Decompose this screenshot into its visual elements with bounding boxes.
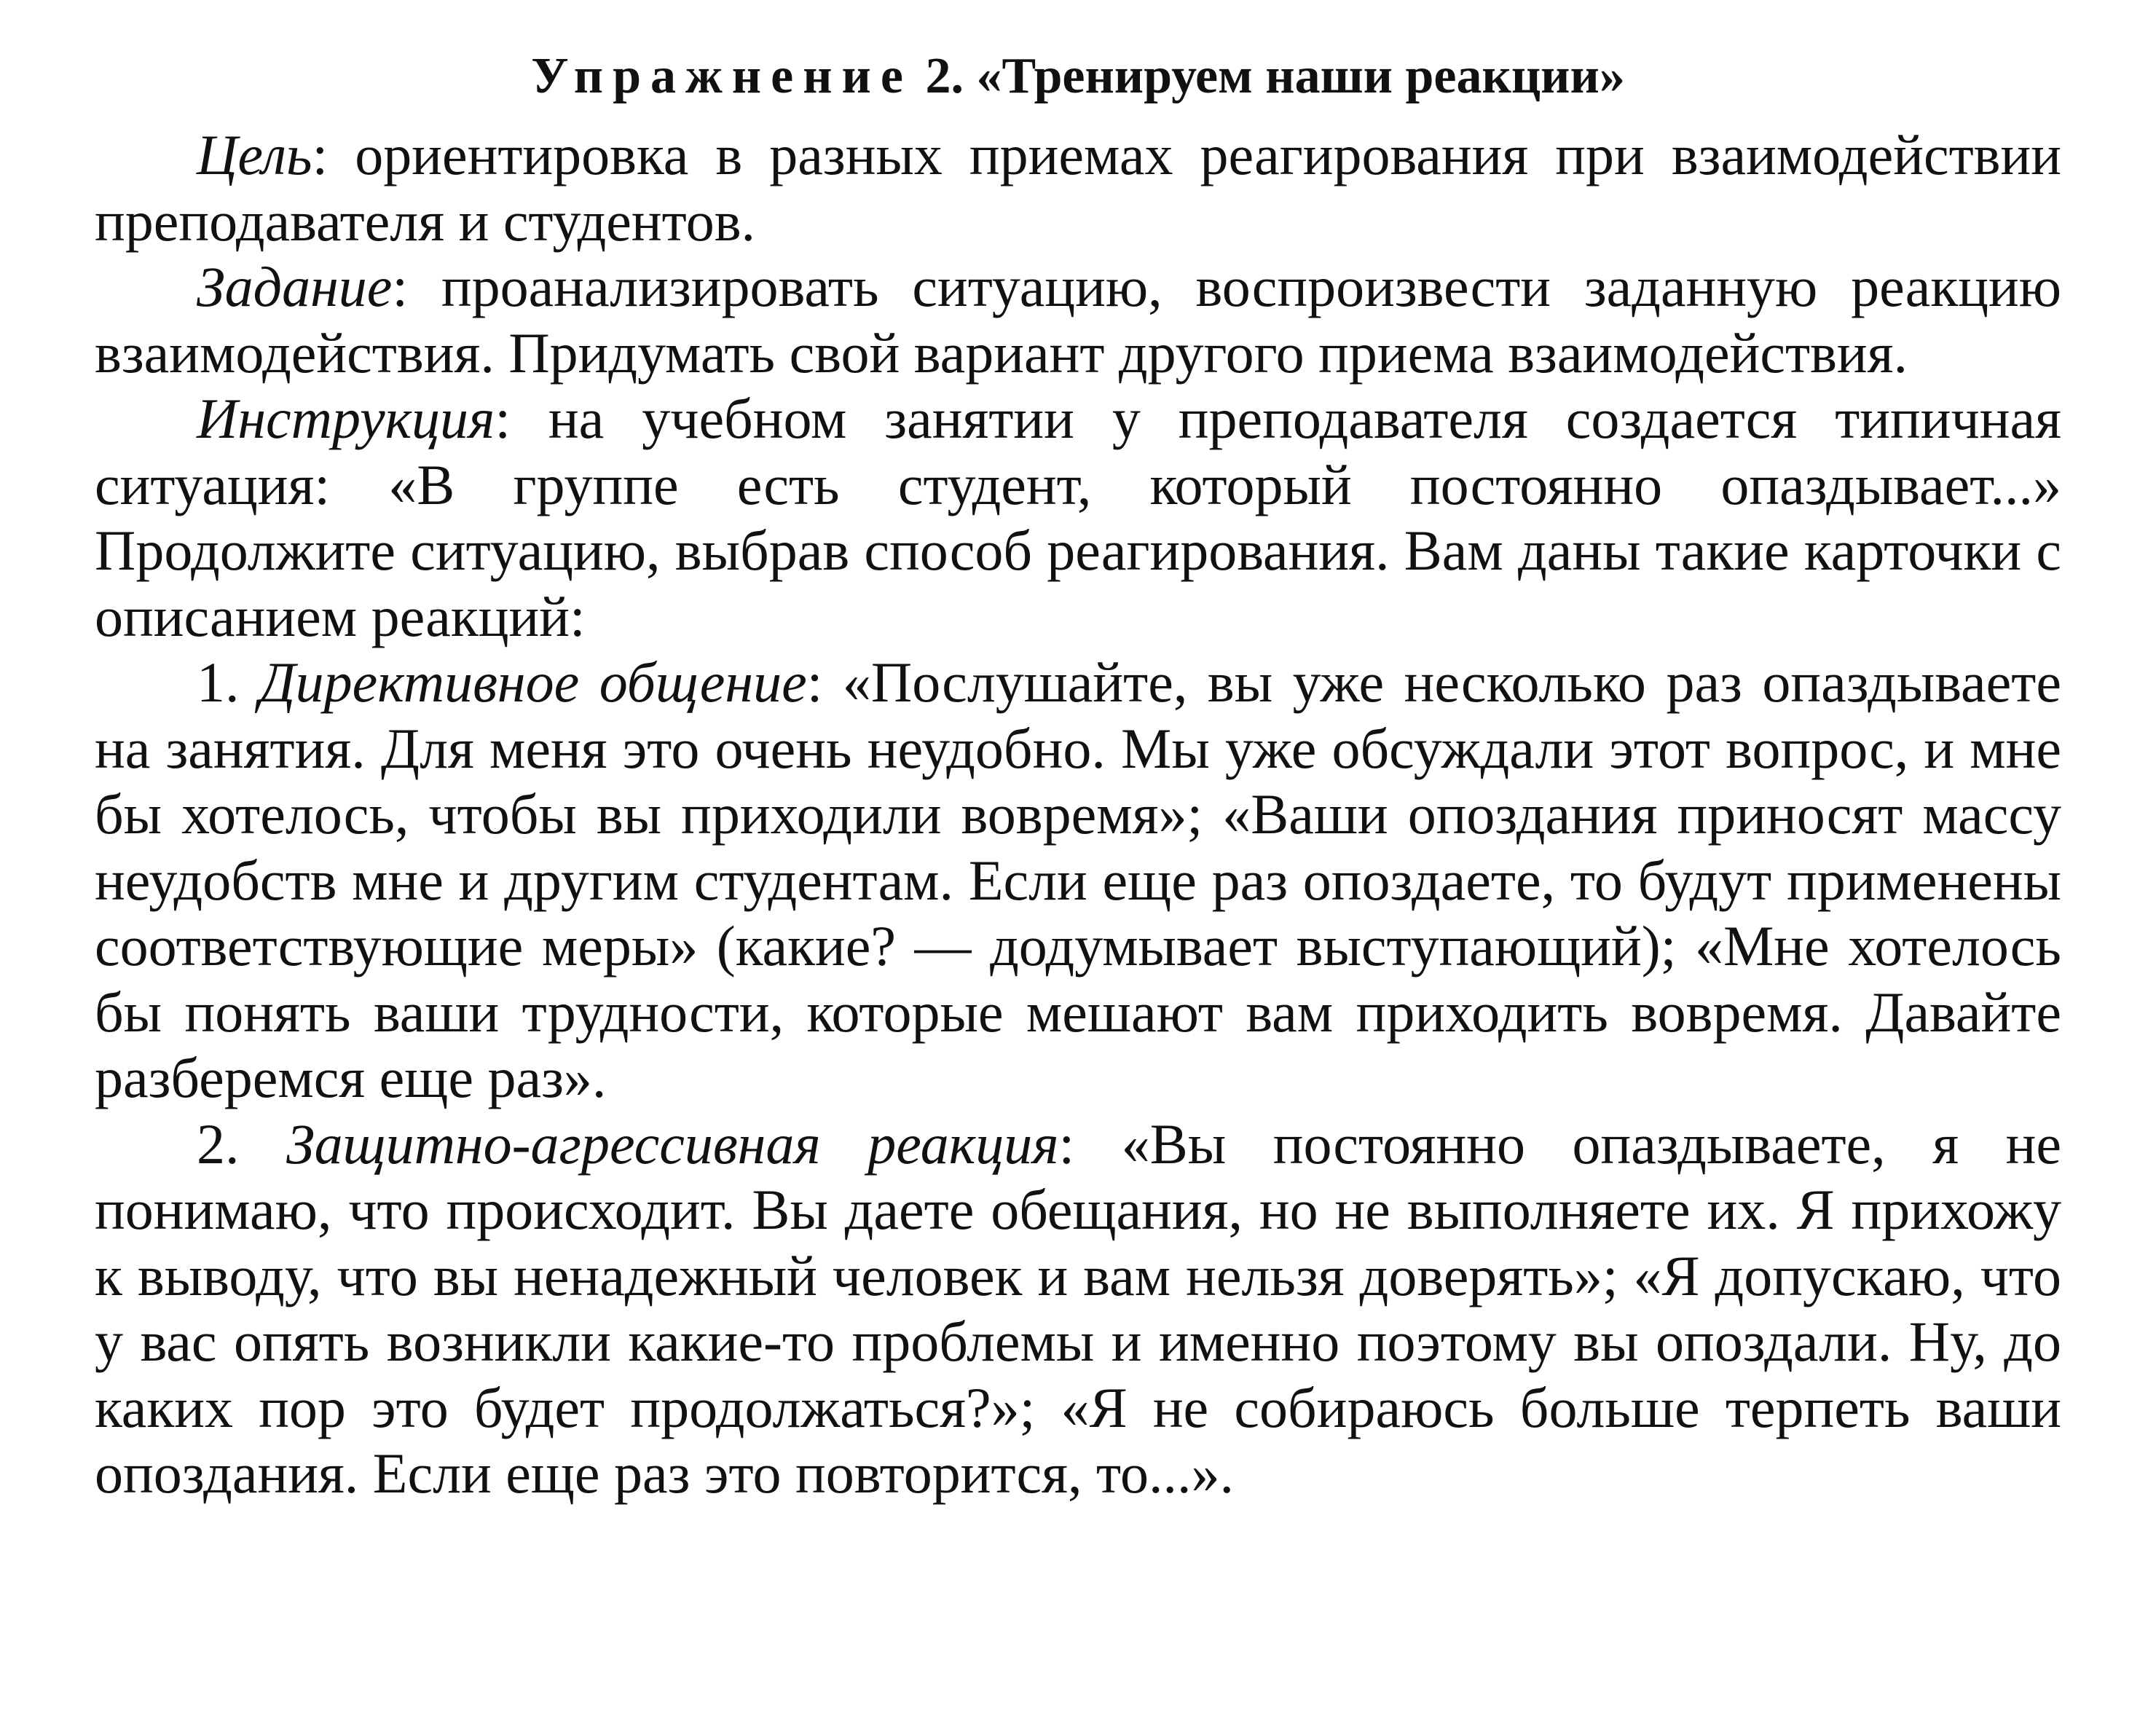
instruction-paragraph — [95, 386, 2061, 650]
reaction-label: Директивное общение — [259, 650, 807, 714]
exercise-heading — [95, 36, 2061, 117]
task-text: : проанализировать ситуацию, воспроизвести заданную реакцию взаимодействия. Придумать свой вариант другого приема взаимодействия. — [95, 255, 2061, 385]
reaction-number: 2. — [197, 1112, 240, 1176]
task-paragraph — [95, 254, 2061, 386]
goal-paragraph — [95, 122, 2061, 254]
reaction-text: : «Послушайте, вы уже несколько раз опаздываете на занятия. Для меня это очень неудобно. Мы уже обсуждали этот вопрос, и мне бы хотелось, чтобы вы приходили вовремя»; «Ваши опоздания приносят массу неудобств мне и другим студентам. Если еще раз опоздаете, то будут применены соответствующие меры» (какие? — додумывает выступающий); «Мне хотелось бы понять ваши трудности, которые мешают вам приходить вовремя. Давайте разберемся еще раз». — [95, 650, 2062, 1109]
reaction-item-1 — [95, 650, 2061, 1112]
reaction-number: 1. — [197, 650, 240, 714]
reaction-label: Защитно-агрессивная реакция — [286, 1112, 1059, 1176]
reaction-text: : «Вы постоянно опаздываете, я не понимаю, что происходит. Вы даете обещания, но не выполняете их. Я прихожу к выводу, что вы ненадежный человек и вам нельзя доверять»; «Я допускаю, что у вас опять возникли какие-то проблемы и именно поэтому вы опоздали. Ну, до каких пор это будет продолжаться?»; «Я не собираюсь больше терпеть ваши опоздания. Если еще раз это повторится, то...». — [95, 1112, 2061, 1505]
task-label: Задание — [197, 255, 393, 318]
book-page — [95, 36, 2061, 1507]
goal-text: : ориентировка в разных приемах реагирования при взаимодействии преподавателя и студентов. — [95, 123, 2061, 253]
exercise-heading-word: Упражнение — [531, 48, 913, 104]
goal-label: Цель — [197, 123, 312, 186]
instruction-label: Инструкция — [197, 387, 495, 450]
reaction-item-2 — [95, 1112, 2061, 1507]
instruction-text: : на учебном занятии у преподавателя создается типичная ситуация: «В группе есть студент, который постоянно опаздывает...» Продолжите ситуацию, выбрав способ реагирования. Вам даны такие карточки с описанием реакций: — [95, 387, 2061, 648]
exercise-heading-rest: 2. «Тренируем наши реакции» — [925, 48, 1625, 104]
